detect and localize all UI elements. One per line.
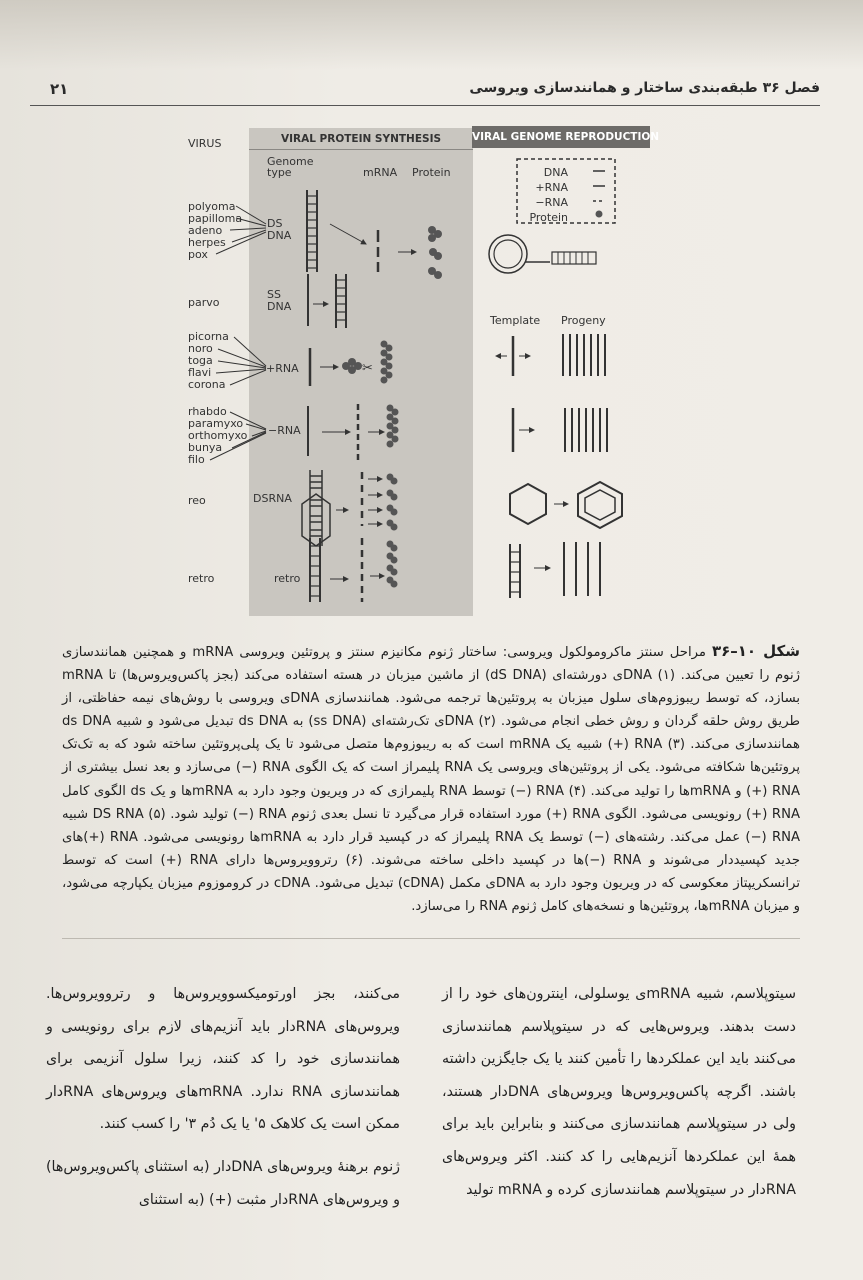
polyprotein (342, 358, 362, 374)
virus-column-label: VIRUS (188, 137, 222, 150)
legend-dna: DNA (543, 166, 568, 179)
progeny-label: Progeny (561, 314, 606, 327)
virus-name: rhabdo (188, 405, 227, 418)
virus-name: papilloma (188, 212, 243, 225)
virus-name: orthomyxo (188, 429, 248, 442)
legend-protein: Protein (529, 211, 568, 224)
genome-label-dsrna: DSRNA (253, 492, 292, 505)
mrna-column-label: mRNA (363, 166, 398, 179)
protein-blobs-dsdna (428, 226, 442, 279)
chapter-title: فصل ۳۶ طبقه‌بندی ساختار و همانندسازی ویروسی (469, 80, 820, 96)
legend-minus-rna: −RNA (535, 196, 568, 209)
protein-blobs-plus-rna (381, 341, 393, 384)
virus-name: pox (188, 248, 208, 261)
genome-label-dsdna: DS DNA (267, 217, 292, 242)
body-column-right (442, 978, 796, 1206)
virus-name: adeno (188, 224, 223, 237)
genome-type-label: Genome type (267, 155, 314, 179)
template-label: Template (490, 314, 541, 327)
virus-name: flavi (188, 366, 212, 379)
protein-column-label: Protein (412, 166, 451, 179)
virus-name: noro (188, 342, 213, 355)
genome-label-minus-rna: −RNA (268, 424, 301, 437)
page-fold-shadow (0, 0, 863, 70)
figure-drawing (180, 126, 650, 626)
caption-label: شکل ۱۰–۳۶ (711, 642, 800, 660)
virus-name: toga (188, 354, 213, 367)
svg-text:✂: ✂ (362, 361, 373, 376)
protein-blobs-retro (387, 541, 398, 588)
paragraph: می‌کنند، بجز اورتومیکسوویروس‌ها و رتروویروس‌ها. ویروس‌های RNAدار باید آنزیم‌های لازم برای رونویسی و همانندسازی خود را کد کنند، زیرا سلول آنزیمی برای همانندسازی RNA ندارد. mRNAهای ویروس‌های RNAدار ممکن است یک کلاهک ۵' یا یک دُم ۳' را کسب کنند. (46, 986, 401, 1133)
paragraph: سیتوپلاسم، شبیه mRNAی یوسلولی، اینترون‌های خود را از دست بدهند. ویروس‌هایی که در سیتوپلاسم همانندسازی می‌کنند باید این عملکردها را تأمین کنند یا یک جایگزین داشته باشند. اگرچه پاکس‌ویروس‌ها ویروس‌های DNAدار هستند، ولی در سیتوپلاسم همانندسازی می‌کنند و بنابراین باید برای همهٔ این عملکردها آنزیم‌هایی را کد کنند. اکثر ویروس‌های RNAدار در سیتوپلاسم همانندسازی کرده و mRNA تولید (442, 986, 796, 1198)
virus-name: filo (188, 453, 205, 466)
virus-name: polyoma (188, 200, 236, 213)
reproduction-panel-title: VIRAL GENOME REPRODUCTION (472, 126, 650, 148)
body-column-left (46, 978, 400, 1216)
virus-name: reo (188, 494, 206, 507)
synthesis-panel-title: VIRAL PROTEIN SYNTHESIS (249, 128, 473, 150)
figure-caption (62, 640, 800, 918)
virus-name: corona (188, 378, 226, 391)
genome-label-ssdna: SS DNA (267, 288, 292, 313)
protein-blobs-dsrna (387, 474, 398, 531)
legend-plus-rna: +RNA (535, 181, 568, 194)
virus-name: herpes (188, 236, 226, 249)
virus-name: paramyxo (188, 417, 244, 430)
virus-name: retro (188, 572, 215, 585)
page-number: ۲۱ (50, 80, 69, 98)
caption-text: مراحل سنتز ماکرومولکول ویروسی: ساختار ژنوم مکانیزم سنتز و پروتئین ویروسی mRNA و همچنین همانندسازی ژنوم را تعیین می‌کند. (۱) DNAی دورشته‌ای (dS DNA) از ماشین میزبان در هسته استفاده می‌کند (بجز پاکس‌ویروس‌ها) تا mRNA بسازد، که توسط ریبوزوم‌های سلول میزبان به پروتئین‌ها ترجمه می‌شود. همانندسازی DNAی ویروسی با روش‌های نیمه حفاظتی، از طریق روش حلقه گردان و روش خطی انجام می‌شود. (۲) DNAی تک‌رشته‌ای (ss DNA) به ds DNA تبدیل می‌شود و شبیه ds DNA همانندسازی می‌کند. (۳) RNA (+) شبیه یک mRNA است که به ریبوزوم‌ها متصل می‌شود تا یک پلی‌پروتئین ساخته شود که به تک‌تک پروتئین‌ها شکافته می‌شود. یکی از پروتئین‌های ویروسی یک RNA پلیمراز است که یک الگوی RNA (−) می‌سازد و بعد نسل بیشتری از RNA (+) و mRNAها را تولید می‌کند. (۴) RNA (−) توسط RNA پلیمرازی که در ویریون وجود دارد به mRNAها و یک ds الگوی کامل RNA (+) رونویسی می‌شود. الگوی RNA (+) مورد استفاده قرار می‌گیرد تا نسل بعدی ژنوم RNA (−) تولید شود. (۵) DS RNA شبیه RNA (−) عمل می‌کند. رشته‌های (−) توسط یک RNA پلیمراز که در کپسید قرار دارد به mRNAها رونویسی می‌شود. RNA (+)های جدید کپسیددار می‌شوند و RNA (−)ها در کپسید داخلی ساخته می‌شوند. (۶) رتروویروس‌ها دارای RNA (+) است که توسط ترانسکریپتاز معکوسی که در ویریون وجود دارد به DNAی مکمل (cDNA) تبدیل می‌شود. cDNA در کروموزوم میزبان یکپارچه می‌شود، و میزبان mRNAها، پروتئین‌ها و نسخه‌های کامل ژنوم RNA را می‌سازد. (62, 645, 801, 915)
genome-label-retro: retro (274, 572, 301, 585)
virus-name: bunya (188, 441, 223, 454)
paragraph: ژنوم برهنهٔ ویروس‌های DNAدار (به استثنای پاکس‌ویروس‌ها) و ویروس‌های RNAدار مثبت (+) (به استثنای (46, 1158, 400, 1208)
figure-viral-synthesis (180, 126, 660, 626)
genome-label-plus-rna: +RNA (266, 362, 299, 375)
virus-name: picorna (188, 330, 229, 343)
caption-divider (62, 938, 800, 939)
protein-blobs-minus-rna (387, 405, 399, 448)
virus-name: parvo (188, 296, 220, 309)
page-header (30, 80, 820, 106)
